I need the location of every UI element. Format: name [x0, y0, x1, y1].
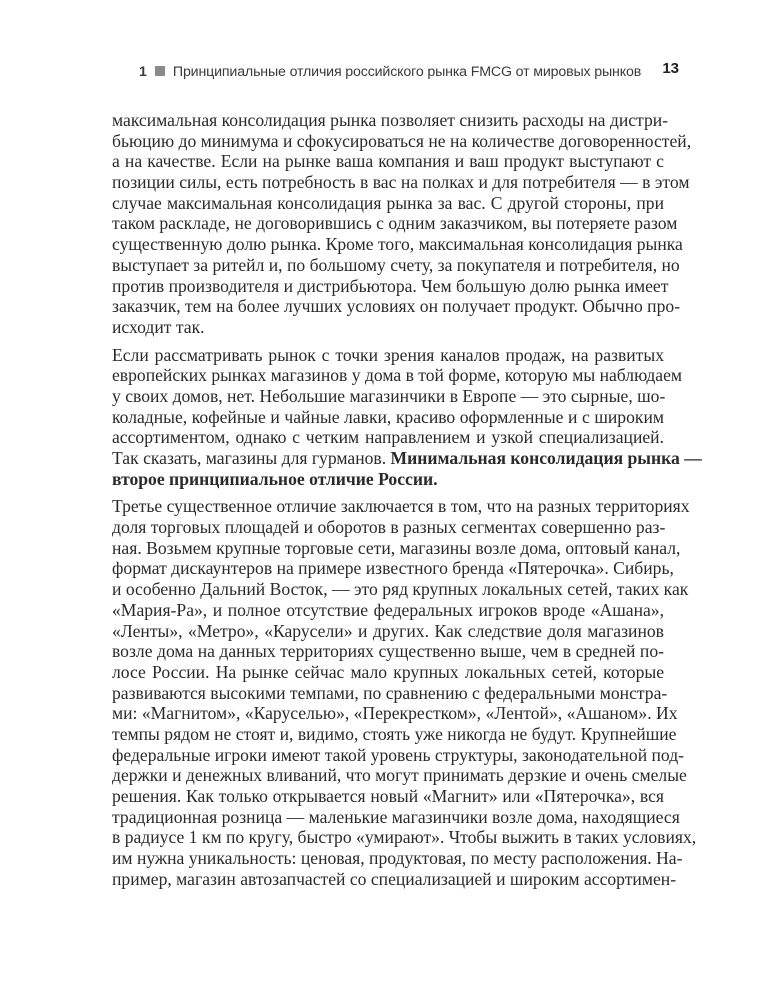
- text-line: лосе России. На рынке сейчас мало крупных локальных сетей, которые: [112, 661, 664, 682]
- text-normal: Так сказать, магазины для гурманов.: [112, 448, 391, 468]
- text-line: им нужна уникальность: ценовая, продуктовая, по месту расположения. На-: [112, 848, 683, 869]
- text-line: формат дискаунтеров на примере известного бренда «Пятерочка». Сибирь,: [112, 558, 674, 579]
- text-line: таком раскладе, не договорившись с одним заказчиком, вы потеряете разом: [112, 213, 678, 234]
- paragraph-2: [112, 344, 702, 490]
- text-line: европейских рынках магазинов у дома в той форме, которую мы наблюдаем: [112, 365, 683, 386]
- chapter-number: 1: [139, 64, 147, 80]
- text-line: существенную долю рынка. Кроме того, максимальная консолидация рынка: [112, 234, 683, 255]
- text-line: против производителя и дистрибьютора. Чем большую долю рынка имеет: [112, 275, 669, 296]
- text-line: держки и денежных вливаний, что могут принимать дерзкие и очень смелые: [112, 765, 687, 786]
- text-line: ассортиментом, однако с четким направлением и узкой специализацией.: [112, 427, 664, 448]
- text-line: возле дома на данных территориях существенно выше, чем в средней по-: [112, 641, 664, 662]
- text-line: пример, магазин автозапчастей со специализацией и широким ассортимен-: [112, 868, 677, 889]
- text-line: случае максимальная консолидация рынка за вас. С другой стороны, при: [112, 192, 664, 213]
- text-line: в радиусе 1 км по кругу, быстро «умирают». Чтобы выжить в таких условиях,: [112, 827, 697, 848]
- text-line: развиваются высокими темпами, по сравнению с федеральными монстра-: [112, 682, 668, 703]
- text-line: доля торговых площадей и оборотов в разных сегментах совершенно раз-: [112, 517, 666, 538]
- running-head: [139, 62, 679, 82]
- text-line: у своих домов, нет. Небольшие магазинчики в Европе — это сырные, шо-: [112, 385, 666, 406]
- square-bullet-icon: [155, 66, 165, 76]
- text-line-mixed: [112, 448, 702, 469]
- text-line: «Мария-Ра», и полное отсутствие федеральных игроков вроде «Ашана»,: [112, 599, 664, 620]
- text-line: коладные, кофейные и чайные лавки, красиво оформленные и с широким: [112, 406, 664, 427]
- text-line: решения. Как только открывается новый «Магнит» или «Пятерочка», вся: [112, 786, 664, 806]
- text-line: а на качестве. Если на рынке ваша компания и ваш продукт выступают с: [112, 151, 664, 172]
- text-line: позиции силы, есть потребность в вас на полках и для потребителя — в этом: [112, 172, 690, 193]
- paragraph-1: [112, 110, 692, 338]
- text-bold-emphasis: второе принципиальное отличие России.: [112, 468, 438, 489]
- page-number: 13: [662, 60, 679, 77]
- text-line: «Ленты», «Метро», «Карусели» и других. Как следствие доля магазинов: [112, 620, 664, 641]
- text-line: ми: «Магнитом», «Каруселью», «Перекрестком», «Лентой», «Ашаном». Их: [112, 703, 678, 724]
- text-line: Третье существенное отличие заключается в том, что на разных территориях: [112, 496, 690, 517]
- text-line: темпы рядом не стоят и, видимо, стоять уже никогда не будут. Крупнейшие: [112, 723, 677, 744]
- text-line: Если рассматривать рынок с точки зрения каналов продаж, на развитых: [112, 344, 664, 365]
- text-line: выступает за ритейл и, по большому счету, за покупателя и потребителя, но: [112, 254, 680, 275]
- text-bold-emphasis: Минимальная консолидация рынка —: [390, 448, 702, 468]
- text-line: традиционная розница — маленькие магазинчики возле дома, находящиеся: [112, 806, 680, 827]
- text-line: и особенно Дальний Восток, — это ряд крупных локальных сетей, таких как: [112, 579, 689, 600]
- text-line: заказчик, тем на более лучших условиях он получает продукт. Обычно про-: [112, 296, 681, 317]
- text-line: федеральные игроки имеют такой уровень структуры, законодательной под-: [112, 744, 685, 765]
- text-line: ная. Возьмем крупные торговые сети, магазины возле дома, оптовый канал,: [112, 537, 681, 558]
- page-body: [112, 110, 702, 896]
- text-line: бьюцию до минимума и сфокусироваться не на количестве договоренностей,: [112, 130, 692, 151]
- chapter-title: Принципиальные отличия российского рынка FMCG от мировых рынков: [172, 64, 642, 80]
- text-line: исходит так.: [112, 316, 205, 337]
- paragraph-3: [112, 496, 697, 889]
- text-line: максимальная консолидация рынка позволяет снизить расходы на дистри-: [112, 110, 669, 130]
